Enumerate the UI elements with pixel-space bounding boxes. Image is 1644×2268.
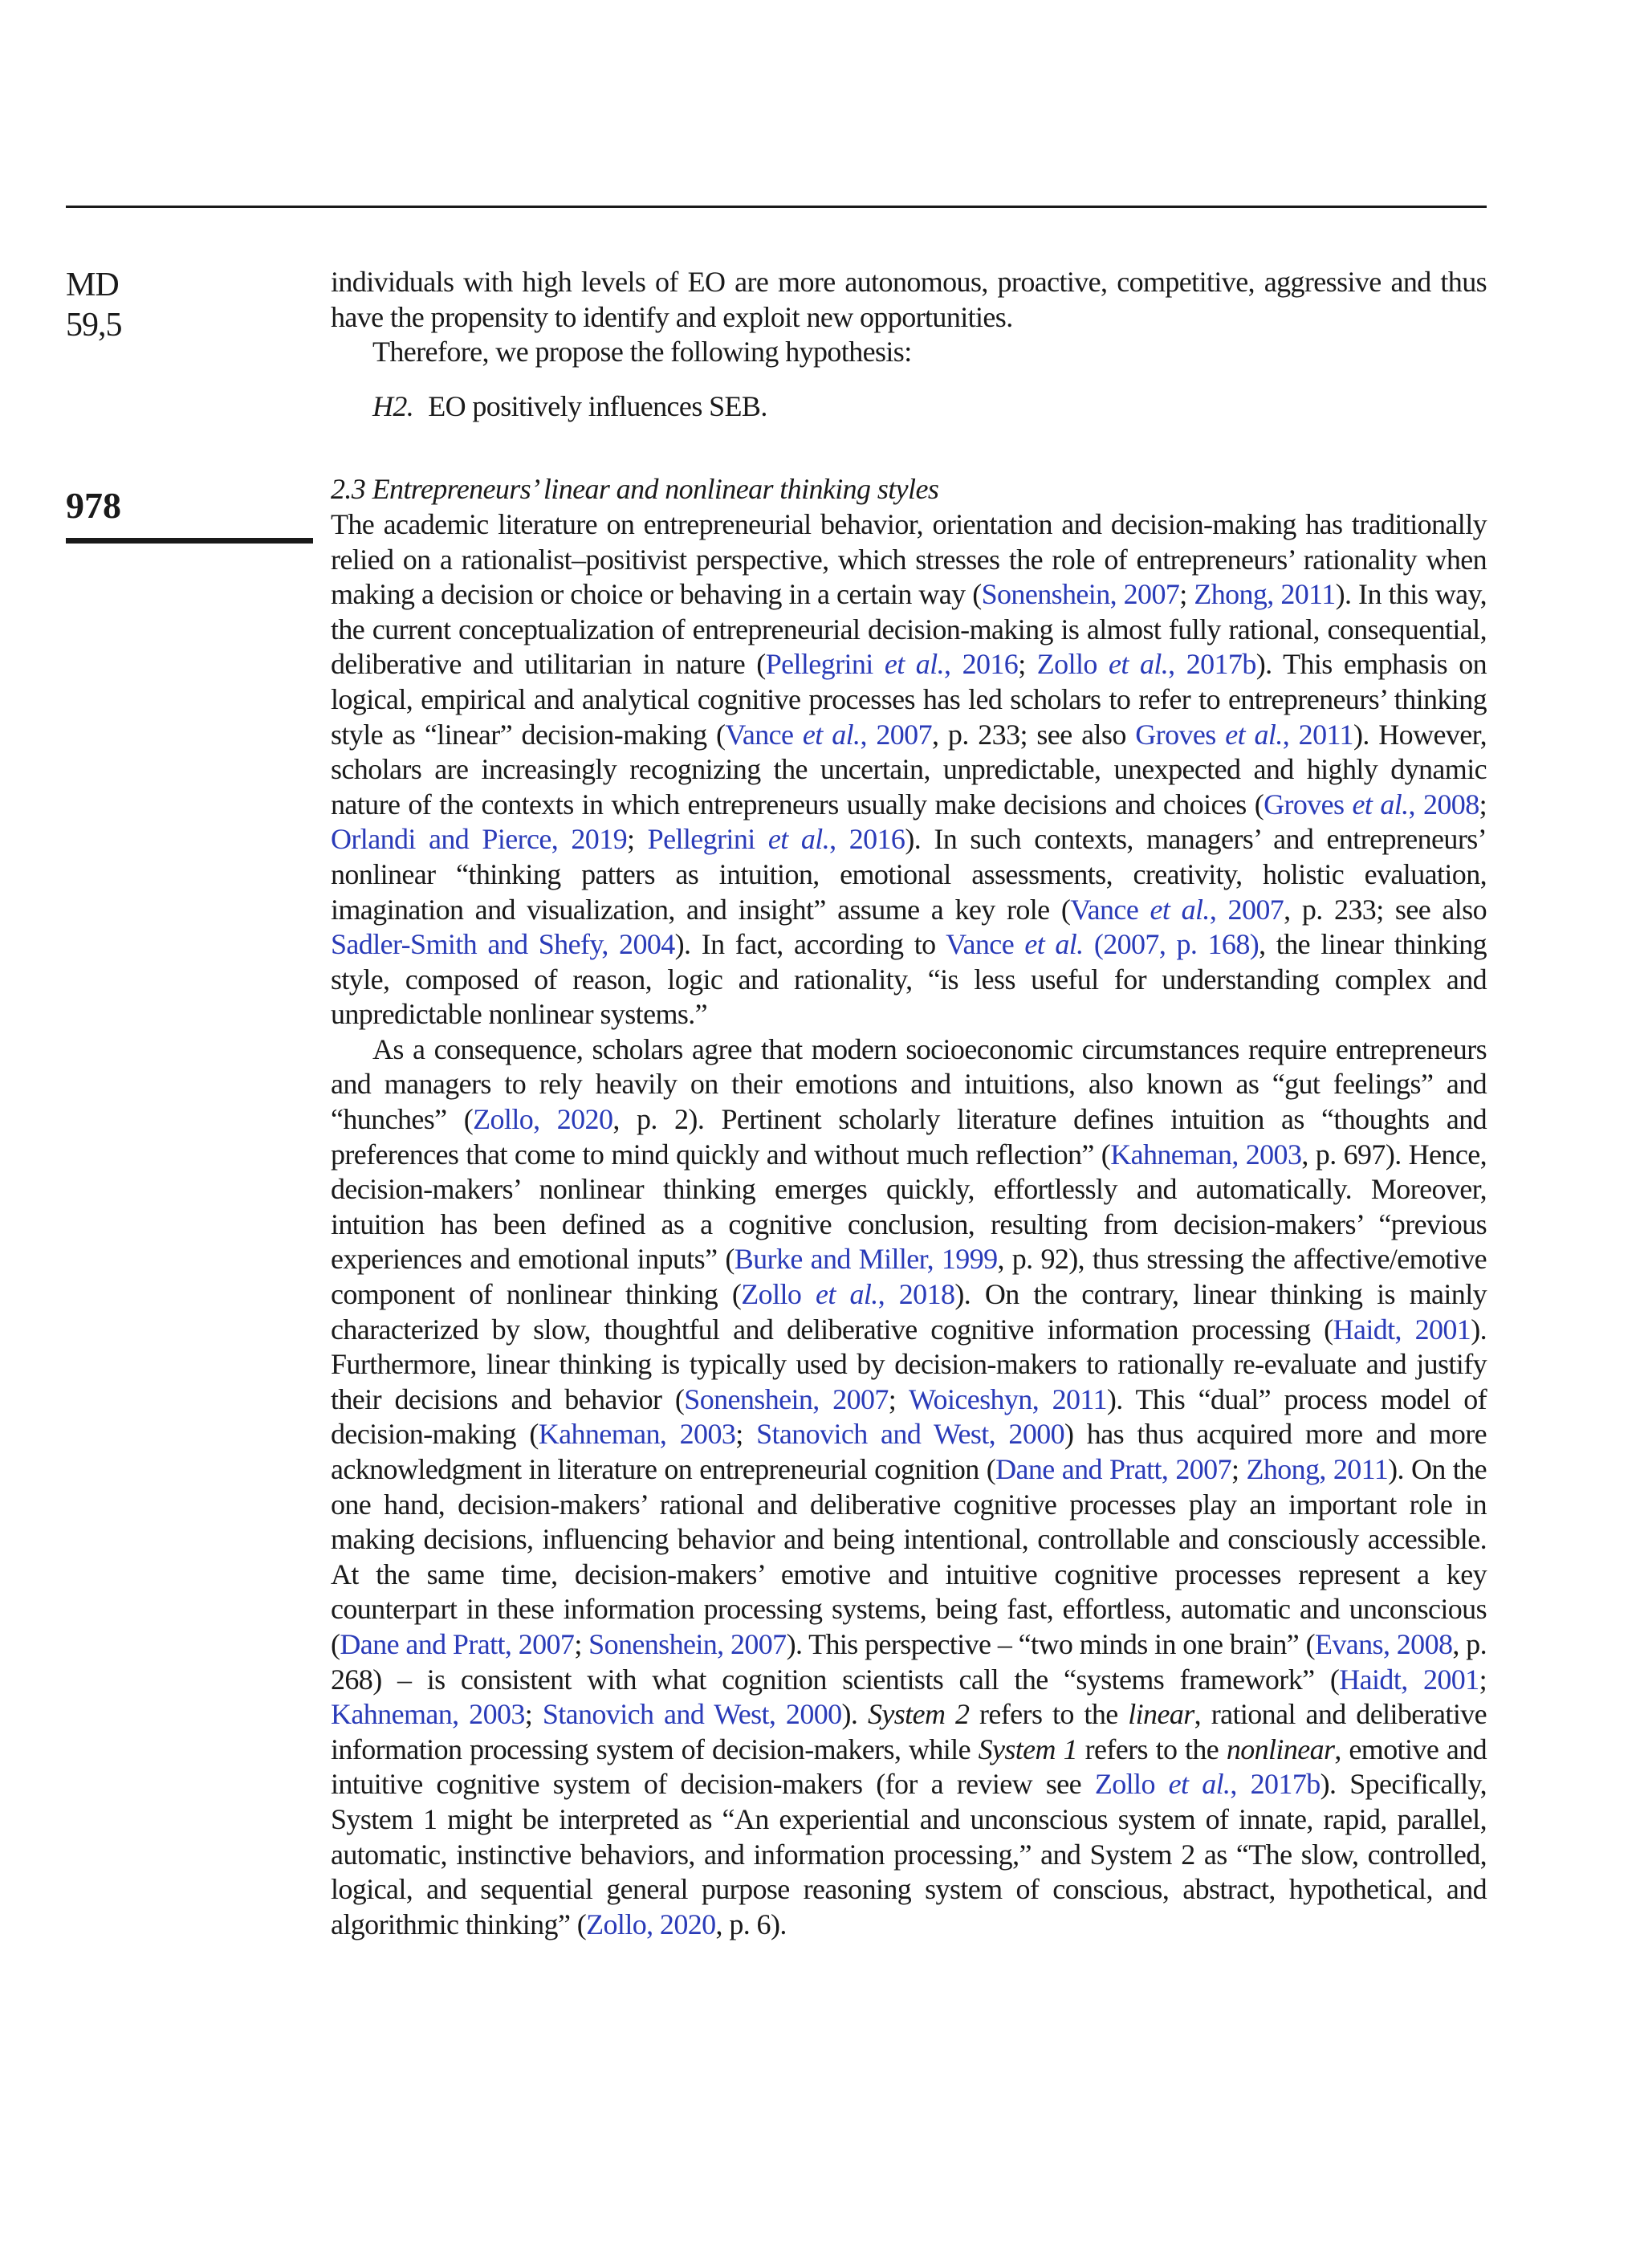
text: ). This “dual” process model of decision-making ( xyxy=(331,1382,1487,1451)
citation-link[interactable]: Dane and Pratt, 2007 xyxy=(995,1453,1231,1485)
citation-link[interactable] xyxy=(1095,1768,1320,1800)
text: ) has thus acquired more and more acknowledgment in literature on entrepreneurial cognition ( xyxy=(331,1418,1487,1485)
citation-link[interactable]: Sadler-Smith and Shefy, 2004 xyxy=(331,928,675,961)
page-number: 978 xyxy=(66,485,121,526)
citation-etal: et al. xyxy=(884,648,945,681)
citation-link[interactable] xyxy=(766,648,1019,680)
text: ; xyxy=(888,1382,909,1415)
citation-author: Vance xyxy=(725,718,803,751)
citation-year: , 2008 xyxy=(1408,788,1479,820)
citation-year: , 2017b xyxy=(1230,1768,1320,1801)
citation-author: Vance xyxy=(946,928,1025,961)
citation-link[interactable] xyxy=(1135,719,1353,751)
citation-etal: et al. xyxy=(802,718,861,751)
text: refers to the xyxy=(1076,1733,1227,1765)
text: ). However, scholars are increasingly recognizing the uncertain, unpredictable, unexpected and highly dynamic nature of the contexts in which entrepreneurs usually make decisions and choices ( xyxy=(331,718,1487,820)
text: refers to the xyxy=(969,1698,1129,1731)
citation-link[interactable]: Stanovich and West, 2000 xyxy=(756,1418,1065,1451)
citation-link[interactable]: Kahneman, 2003 xyxy=(1110,1138,1302,1171)
citation-link[interactable]: Haidt, 2001 xyxy=(1339,1663,1479,1696)
section-title: 2.3 Entrepreneurs’ linear and nonlinear thinking styles xyxy=(331,473,939,506)
citation-link[interactable] xyxy=(648,823,905,855)
citation-etal: et al. xyxy=(767,823,830,856)
citation-link[interactable] xyxy=(741,1278,954,1310)
emphasis: nonlinear xyxy=(1226,1733,1335,1765)
citation-etal: et al. xyxy=(1352,788,1409,820)
citation-etal: et al. xyxy=(816,1278,878,1311)
text: ). On the contrary, linear thinking is mainly characterized by slow, thoughtful and deliberative cognitive information processing ( xyxy=(331,1278,1487,1346)
citation-year: , 2007 xyxy=(1209,893,1284,926)
text: ). This emphasis on logical, empirical and analytical cognitive processes has led scholars to refer to entrepreneurs’ thinking style as “linear” decision-making ( xyxy=(331,648,1487,751)
hypothesis xyxy=(372,389,1487,425)
citation-link[interactable] xyxy=(1037,648,1256,680)
citation-link[interactable]: Evans, 2008 xyxy=(1314,1627,1453,1660)
citation-author: Pellegrini xyxy=(765,648,885,681)
text: , p. 268) – is consistent with what cognition scientists call the “systems framework” ( xyxy=(331,1627,1487,1696)
text: , p. 92), thus stressing the affective/emotive component of nonlinear thinking ( xyxy=(331,1243,1487,1311)
page-number-rule xyxy=(66,538,313,544)
article-body xyxy=(331,265,1487,1942)
text: ). In this way, the current conceptualization of entrepreneurial decision-making is almost fully rational, consequential, deliberative and utilitarian in nature ( xyxy=(331,578,1487,681)
citation-year: , 2016 xyxy=(944,648,1019,681)
citation-etal: et al. xyxy=(1150,893,1210,926)
citation-etal: et al. xyxy=(1108,648,1169,681)
citation-author: Pellegrini xyxy=(647,823,768,856)
paragraph-1 xyxy=(331,507,1487,1032)
citation-link[interactable]: Stanovich and West, 2000 xyxy=(542,1698,842,1731)
citation-author: Groves xyxy=(1264,788,1353,820)
text: , rational and deliberative information processing system of decision-makers, while xyxy=(331,1698,1487,1765)
text: ; xyxy=(574,1627,589,1660)
citation-etal: et al. xyxy=(1225,718,1283,751)
citation-year: , 2017b xyxy=(1168,648,1256,681)
hypothesis-label: H2. xyxy=(372,389,414,422)
emphasis: System 2 xyxy=(867,1698,970,1731)
citation-link[interactable]: Zollo, 2020 xyxy=(473,1103,613,1136)
citation-link[interactable]: Kahneman, 2003 xyxy=(331,1698,525,1731)
text: ). Specifically, System 1 might be interpreted as “An experiential and unconscious system of innate, rapid, parallel, automatic, instinctive behaviors, and information processing,” and System 2 as “The slow, controlled, logical, and sequential general purpose reasoning system of conscious, abstract, hypothetical, and algorithmic thinking” ( xyxy=(331,1768,1487,1940)
citation-link[interactable]: Orlandi and Pierce, 2019 xyxy=(331,823,628,856)
text: ; xyxy=(1479,788,1487,820)
citation-link[interactable]: Sonenshein, 2007 xyxy=(981,578,1180,611)
text: , p. 233; see also xyxy=(1284,893,1487,926)
journal-id xyxy=(66,265,122,345)
paragraph-propose: Therefore, we propose the following hypothesis: xyxy=(372,336,912,368)
text: ). This perspective – “two minds in one brain” ( xyxy=(786,1627,1315,1660)
text: ). Furthermore, linear thinking is typically used by decision-makers to rationally re-evaluate and justify their decisions and behavior ( xyxy=(331,1313,1487,1415)
citation-etal: et al. xyxy=(1168,1768,1231,1801)
citation-year: (2007, p. 168) xyxy=(1083,928,1259,961)
citation-link[interactable]: Dane and Pratt, 2007 xyxy=(340,1627,575,1660)
text: , p. 697). Hence, decision-makers’ nonlinear thinking emerges quickly, effortlessly and automatically. Moreover, intuition has been defined as a cognitive conclusion, resulting from decision-makers’ “previous experiences and emotional inputs” ( xyxy=(331,1138,1487,1276)
emphasis: linear xyxy=(1128,1698,1194,1731)
citation-link[interactable]: Woiceshyn, 2011 xyxy=(909,1382,1107,1415)
text: ; xyxy=(1479,1663,1487,1696)
volume-issue: 59,5 xyxy=(66,307,122,344)
text: , p. 233; see also xyxy=(931,718,1136,751)
text: ; xyxy=(735,1418,757,1451)
journal-abbrev: MD xyxy=(66,267,119,303)
citation-link[interactable]: Haidt, 2001 xyxy=(1333,1313,1471,1346)
citation-link[interactable]: Zhong, 2011 xyxy=(1246,1453,1389,1485)
header-rule xyxy=(66,206,1487,208)
text: ). xyxy=(841,1698,868,1731)
citation-link[interactable] xyxy=(725,719,932,751)
text: ; xyxy=(1231,1453,1247,1485)
citation-link[interactable]: Kahneman, 2003 xyxy=(538,1418,736,1451)
text: ). In fact, according to xyxy=(674,928,946,961)
citation-link[interactable] xyxy=(1070,894,1284,926)
text: , the linear thinking style, composed of reason, logic and rationality, “is less useful for understanding complex and unpredictable nonlinear systems.” xyxy=(331,928,1487,1031)
text: ; xyxy=(1018,648,1037,681)
citation-link[interactable]: Zollo, 2020 xyxy=(586,1908,716,1940)
text: The academic literature on entrepreneurial behavior, orientation and decision-making has traditionally relied on a rationalist–positivist perspective, which stresses the role of entrepreneurs’ rationality when making a decision or choice or behaving in a certain way ( xyxy=(331,507,1487,611)
text: As a consequence, scholars agree that modern socioeconomic circumstances require entrepreneurs and managers to rely heavily on their emotions and intuitions, also known as “gut feelings” and “hunches” ( xyxy=(331,1032,1487,1136)
text: , emotive and intuitive cognitive system of decision-makers (for a review see xyxy=(331,1733,1487,1801)
text: ; xyxy=(524,1698,543,1731)
citation-link[interactable]: Zhong, 2011 xyxy=(1194,578,1336,611)
text: , p. 2). Pertinent scholarly literature defines intuition as “thoughts and preferences that come to mind quickly and without much reflection” ( xyxy=(331,1103,1487,1171)
citation-link[interactable] xyxy=(1264,788,1479,820)
text: ; xyxy=(1179,578,1194,611)
citation-year: , 2007 xyxy=(860,718,932,751)
text: ). On the one hand, decision-makers’ rational and deliberative cognitive processes play an important role in making decisions, influencing behavior and being intentional, controllable and consciously accessible. At the same time, decision-makers’ emotive and intuitive cognitive processes represent a key counterpart in these information processing systems, being fast, effortless, automatic and unconscious ( xyxy=(331,1453,1487,1660)
hypothesis-text: EO positively influences SEB. xyxy=(428,389,767,422)
citation-author: Zollo xyxy=(1094,1768,1169,1801)
citation-link[interactable]: Sonenshein, 2007 xyxy=(684,1382,889,1415)
citation-year: , 2011 xyxy=(1282,718,1353,751)
citation-etal: et al. xyxy=(1024,928,1084,961)
citation-author: Zollo xyxy=(741,1278,816,1311)
paragraph-2 xyxy=(331,1032,1487,1942)
text: ). In such contexts, managers’ and entrepreneurs’ nonlinear “thinking patters as intuition, emotional assessments, creativity, holistic evaluation, imagination and visualization, and insight” assume a key role ( xyxy=(331,823,1487,926)
paragraph-intro: individuals with high levels of EO are more autonomous, proactive, competitive, aggressive and thus have the propensity to identify and exploit new opportunities. xyxy=(331,266,1487,333)
citation-author: Groves xyxy=(1135,718,1226,751)
citation-link[interactable]: Sonenshein, 2007 xyxy=(588,1627,787,1660)
citation-author: Zollo xyxy=(1036,648,1109,681)
text: , p. 6). xyxy=(715,1908,787,1940)
citation-link[interactable]: Burke and Miller, 1999 xyxy=(734,1243,998,1276)
citation-author: Vance xyxy=(1070,893,1150,926)
citation-link[interactable] xyxy=(946,928,1259,960)
citation-year: , 2016 xyxy=(829,823,905,856)
text: ; xyxy=(627,823,648,856)
citation-year: , 2018 xyxy=(877,1278,955,1311)
emphasis: System 1 xyxy=(978,1733,1077,1765)
